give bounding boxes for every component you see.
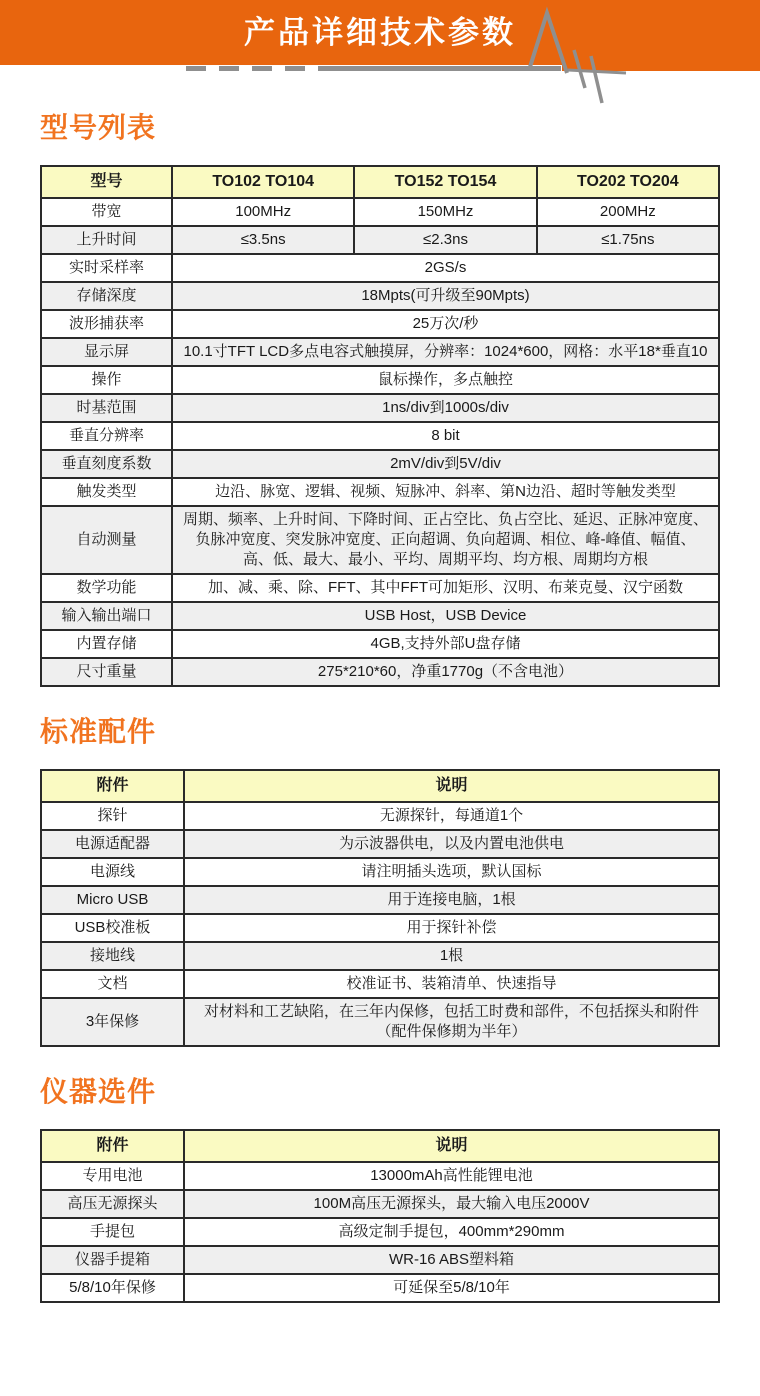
spec-label: 操作 (41, 366, 172, 394)
option-label: 专用电池 (41, 1162, 184, 1190)
table-row (41, 1246, 719, 1274)
spec-label: 带宽 (41, 198, 172, 226)
spec-value: 275*210*60，净重1770g（不含电池） (172, 658, 719, 686)
section-models (40, 112, 720, 687)
models-table (40, 165, 720, 687)
table-row (41, 802, 719, 830)
spec-label: 波形捕获率 (41, 310, 172, 338)
spec-value: 1ns/div到1000s/div (172, 394, 719, 422)
table-row (41, 478, 719, 506)
option-label: 高压无源探头 (41, 1190, 184, 1218)
spec-value: 10.1寸TFT LCD多点电容式触摸屏，分辨率：1024*600，网格：水平18*垂直10 (172, 338, 719, 366)
option-description: 高级定制手提包，400mm*290mm (184, 1218, 719, 1246)
spec-label: 实时采样率 (41, 254, 172, 282)
table-row (41, 886, 719, 914)
spec-label: 上升时间 (41, 226, 172, 254)
header-cell-description: 说明 (184, 770, 719, 802)
accessory-label: 文档 (41, 970, 184, 998)
option-label: 仪器手提箱 (41, 1246, 184, 1274)
spec-value: USB Host，USB Device (172, 602, 719, 630)
table-row (41, 574, 719, 602)
spec-label: 显示屏 (41, 338, 172, 366)
section-options (40, 1076, 720, 1303)
table-row (41, 942, 719, 970)
spec-value: ≤3.5ns (172, 226, 354, 254)
accessory-label: 接地线 (41, 942, 184, 970)
option-description: 可延保至5/8/10年 (184, 1274, 719, 1302)
spec-value: 18Mpts(可升级至90Mpts) (172, 282, 719, 310)
spec-label: 内置存储 (41, 630, 172, 658)
header-cell-accessory: 附件 (41, 1130, 184, 1162)
option-description: 13000mAh高性能锂电池 (184, 1162, 719, 1190)
table-row (41, 998, 719, 1046)
accessory-label: 电源适配器 (41, 830, 184, 858)
accessory-description: 对材料和工艺缺陷，在三年内保修，包括工时费和部件，不包括探头和附件（配件保修期为半年） (184, 998, 719, 1046)
section-accessories (40, 716, 720, 1047)
spec-value: 150MHz (354, 198, 536, 226)
spec-label: 时基范围 (41, 394, 172, 422)
accessory-label: USB校准板 (41, 914, 184, 942)
table-row (41, 1274, 719, 1302)
section-title-accessories: 标准配件 (40, 716, 157, 747)
accessory-label: 3年保修 (41, 998, 184, 1046)
table-row (41, 1218, 719, 1246)
header-cell-to102: TO102 TO104 (172, 166, 354, 198)
option-description: WR-16 ABS塑料箱 (184, 1246, 719, 1274)
spec-value: 100MHz (172, 198, 354, 226)
accessory-label: 电源线 (41, 858, 184, 886)
header-cell-to202: TO202 TO204 (537, 166, 719, 198)
table-row (41, 422, 719, 450)
spec-value: 加、减、乘、除、FFT、其中FFT可加矩形、汉明、布莱克曼、汉宁函数 (172, 574, 719, 602)
table-row (41, 630, 719, 658)
table-header-row (41, 1130, 719, 1162)
waveform-icon (490, 4, 660, 109)
accessory-label: 探针 (41, 802, 184, 830)
table-row (41, 602, 719, 630)
spec-value: 8 bit (172, 422, 719, 450)
accessory-description: 用于连接电脑，1根 (184, 886, 719, 914)
accessory-description: 1根 (184, 942, 719, 970)
table-row (41, 282, 719, 310)
accessory-description: 用于探针补偿 (184, 914, 719, 942)
spec-value: 4GB,支持外部U盘存储 (172, 630, 719, 658)
section-title-models: 型号列表 (40, 112, 157, 143)
table-row (41, 338, 719, 366)
table-header-row (41, 166, 719, 198)
table-row (41, 1162, 719, 1190)
options-table (40, 1129, 720, 1303)
table-row (41, 198, 719, 226)
section-title-options: 仪器选件 (40, 1076, 157, 1107)
option-description: 100M高压无源探头，最大输入电压2000V (184, 1190, 719, 1218)
spec-value: ≤1.75ns (537, 226, 719, 254)
table-row (41, 226, 719, 254)
spec-value: 鼠标操作，多点触控 (172, 366, 719, 394)
spec-value: ≤2.3ns (354, 226, 536, 254)
content (0, 112, 760, 1303)
option-label: 5/8/10年保修 (41, 1274, 184, 1302)
spec-label: 尺寸重量 (41, 658, 172, 686)
table-row (41, 394, 719, 422)
accessory-description: 校准证书、装箱清单、快速指导 (184, 970, 719, 998)
spec-label: 垂直刻度系数 (41, 450, 172, 478)
spec-label: 数学功能 (41, 574, 172, 602)
spec-label: 存储深度 (41, 282, 172, 310)
header-cell-accessory: 附件 (41, 770, 184, 802)
spec-label: 垂直分辨率 (41, 422, 172, 450)
spec-value: 周期、频率、上升时间、下降时间、正占空比、负占空比、延迟、正脉冲宽度、负脉冲宽度、突发脉冲宽度、正向超调、负向超调、相位、峰-峰值、幅值、高、低、最大、最小、平均、周期平均、均方根、周期均方根 (172, 506, 719, 574)
table-row (41, 506, 719, 574)
spec-value: 边沿、脉宽、逻辑、视频、短脉冲、斜率、第N边沿、超时等触发类型 (172, 478, 719, 506)
accessory-description: 无源探针，每通道1个 (184, 802, 719, 830)
accessory-description: 为示波器供电，以及内置电池供电 (184, 830, 719, 858)
table-row (41, 310, 719, 338)
table-row (41, 658, 719, 686)
table-row (41, 970, 719, 998)
table-row (41, 450, 719, 478)
accessories-table (40, 769, 720, 1047)
spec-label: 自动测量 (41, 506, 172, 574)
table-header-row (41, 770, 719, 802)
header-cell-to152: TO152 TO154 (354, 166, 536, 198)
table-row (41, 366, 719, 394)
spec-value: 2mV/div到5V/div (172, 450, 719, 478)
spec-label: 触发类型 (41, 478, 172, 506)
spec-value: 25万次/秒 (172, 310, 719, 338)
accessory-label: Micro USB (41, 886, 184, 914)
spec-label: 输入输出端口 (41, 602, 172, 630)
option-label: 手提包 (41, 1218, 184, 1246)
header-cell-model: 型号 (41, 166, 172, 198)
header-cell-description: 说明 (184, 1130, 719, 1162)
spec-value: 200MHz (537, 198, 719, 226)
table-row (41, 830, 719, 858)
spec-value: 2GS/s (172, 254, 719, 282)
table-row (41, 1190, 719, 1218)
page-title: 产品详细技术参数 (244, 15, 516, 50)
table-row (41, 914, 719, 942)
banner-underline-dashed (186, 66, 334, 71)
table-row (41, 858, 719, 886)
table-row (41, 254, 719, 282)
accessory-description: 请注明插头选项，默认国标 (184, 858, 719, 886)
